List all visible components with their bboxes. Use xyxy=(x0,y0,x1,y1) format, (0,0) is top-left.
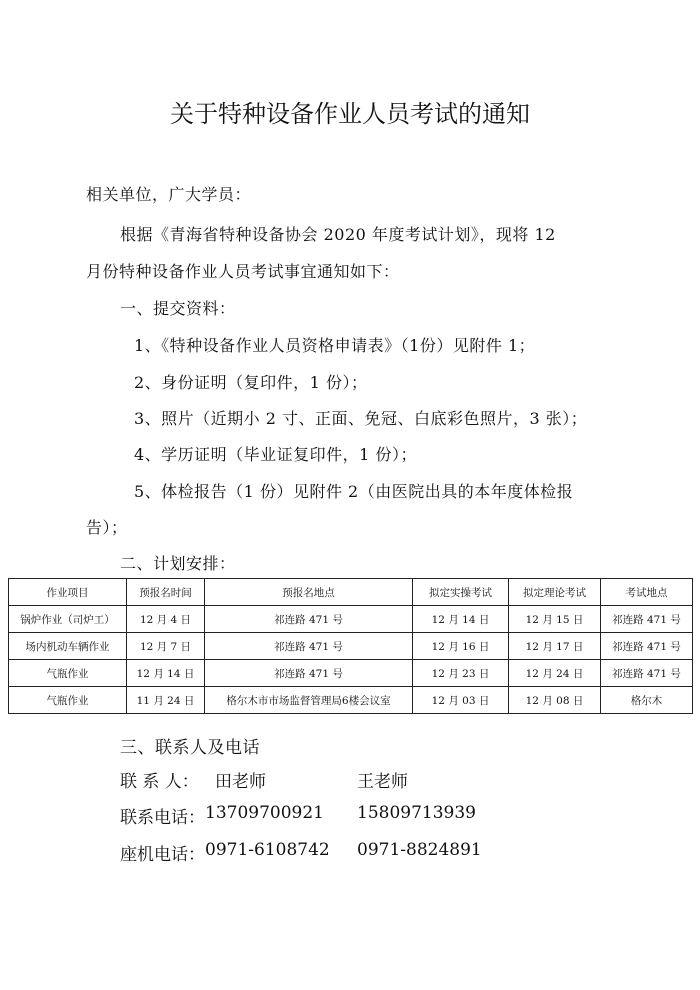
table-cell: 格尔木 xyxy=(601,687,693,714)
table-row xyxy=(9,660,693,687)
landline-label: 座机电话： xyxy=(120,845,205,865)
table-cell: 12 月 08 日 xyxy=(509,687,601,714)
table-cell: 场内机动车辆作业 xyxy=(9,633,127,660)
column-header: 预报名时间 xyxy=(127,579,205,606)
document-title: 关于特种设备作业人员考试的通知 xyxy=(170,100,530,128)
intro-text: 根据《青海省特种设备协会 2020 年度考试计划》，现将 12 xyxy=(120,225,556,244)
table-cell: 12 月 14 日 xyxy=(127,660,205,687)
table-cell: 祁连路 471 号 xyxy=(601,606,693,633)
contact-person-1: 田老师 xyxy=(215,772,266,792)
landline-1: 0971-6108742 xyxy=(205,840,330,860)
material-item: 4、学历证明（毕业证复印件，1 份）； xyxy=(134,445,417,464)
contact-phone-label: 联系电话： xyxy=(120,808,205,828)
column-header: 拟定理论考试 xyxy=(509,579,601,606)
table-cell: 格尔木市市场监督管理局6楼会议室 xyxy=(205,687,413,714)
contact-person-2: 王老师 xyxy=(357,772,408,792)
table-cell: 祁连路 471 号 xyxy=(205,633,413,660)
table-cell: 锅炉作业（司炉工） xyxy=(9,606,127,633)
material-item: 3、照片（近期小 2 寸、正面、免冠、白底彩色照片，3 张）； xyxy=(134,409,588,428)
table-cell: 12 月 7 日 xyxy=(127,633,205,660)
column-header: 作业项目 xyxy=(9,579,127,606)
contact-phone-1: 13709700921 xyxy=(205,803,324,823)
table-cell: 12 月 03 日 xyxy=(413,687,509,714)
table-cell: 气瓶作业 xyxy=(9,687,127,714)
table-row xyxy=(9,606,693,633)
landline-2: 0971-8824891 xyxy=(357,840,482,860)
section-heading-contacts: 三、联系人及电话 xyxy=(120,738,260,758)
material-item: 5、体检报告（1 份）见附件 2（由医院出具的本年度体检报 xyxy=(134,482,574,501)
table-cell: 12 月 17 日 xyxy=(509,633,601,660)
material-item: 2、身份证明（复印件，1 份）； xyxy=(134,373,368,392)
column-header: 考试地点 xyxy=(601,579,693,606)
table-cell: 12 月 14 日 xyxy=(413,606,509,633)
material-item-continued: 告）； xyxy=(86,518,128,537)
column-header: 预报名地点 xyxy=(205,579,413,606)
material-item: 1、《特种设备作业人员资格申请表》（1份）见附件 1； xyxy=(134,336,536,355)
table-cell: 12 月 4 日 xyxy=(127,606,205,633)
table-cell: 祁连路 471 号 xyxy=(601,660,693,687)
table-cell: 12 月 15 日 xyxy=(509,606,601,633)
section-heading-materials: 一、提交资料： xyxy=(120,299,236,318)
table-header-row xyxy=(9,579,693,606)
table-cell: 12 月 24 日 xyxy=(509,660,601,687)
table-cell: 12 月 16 日 xyxy=(413,633,509,660)
table-cell: 祁连路 471 号 xyxy=(205,606,413,633)
contact-person-label: 联 系 人： xyxy=(120,772,199,792)
table-row xyxy=(9,633,693,660)
salutation: 相关单位，广大学员： xyxy=(86,185,252,204)
table-cell: 祁连路 471 号 xyxy=(205,660,413,687)
contact-phone-2: 15809713939 xyxy=(357,803,476,823)
table-cell: 气瓶作业 xyxy=(9,660,127,687)
table-cell: 12 月 23 日 xyxy=(413,660,509,687)
table-cell: 祁连路 471 号 xyxy=(601,633,693,660)
section-heading-schedule: 二、计划安排： xyxy=(120,554,236,573)
exam-schedule-table xyxy=(8,578,693,714)
column-header: 拟定实操考试 xyxy=(413,579,509,606)
intro-text-continued: 月份特种设备作业人员考试事宜通知如下： xyxy=(86,262,400,281)
table-cell: 11 月 24 日 xyxy=(127,687,205,714)
table-row xyxy=(9,687,693,714)
